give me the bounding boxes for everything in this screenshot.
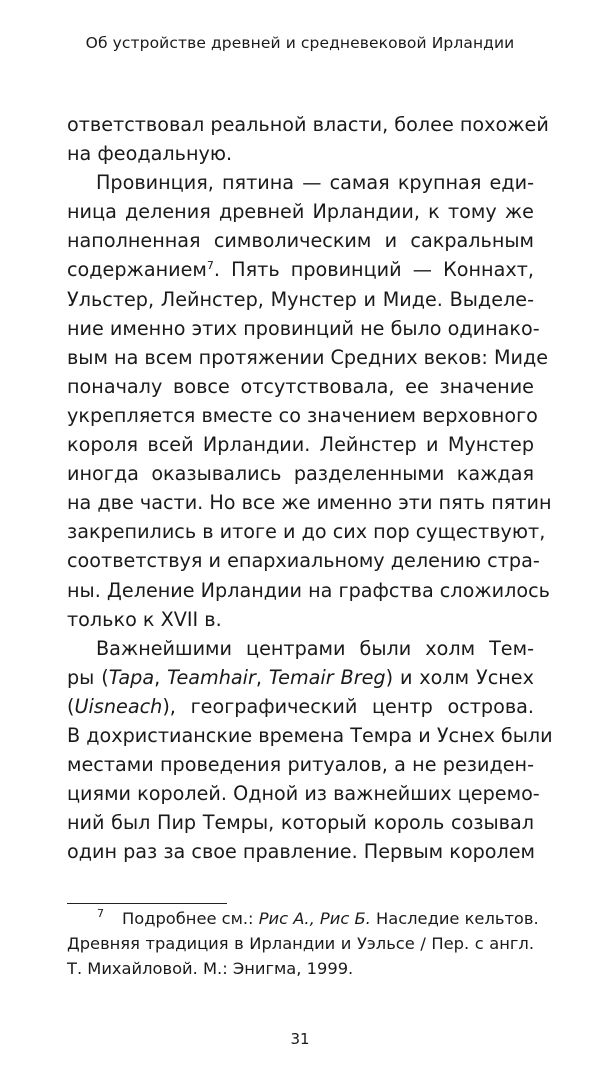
italic-text: Рис А., Рис Б.	[258, 909, 371, 928]
text-line	[67, 634, 534, 663]
text-segment: ответствовал реальной власти, более похожей	[67, 113, 549, 136]
italic-text: Teamhair	[167, 665, 256, 689]
text-line	[67, 168, 534, 197]
text-segment: В дохристианские времена Темра и Уснех были	[67, 723, 553, 747]
text-segment: укрепляется вместе со значением верховного	[67, 403, 538, 427]
text-segment: циями королей. Одной из важнейших церемо-	[67, 782, 540, 806]
text-line	[67, 488, 552, 517]
text-segment: ние именно этих провинций не было одинако-	[67, 316, 540, 340]
text-line	[67, 692, 534, 721]
text-segment: Наследие кельтов.	[370, 909, 539, 928]
footnote-divider	[67, 903, 227, 904]
text-segment: ний был Пир Темры, который король созывал	[67, 811, 534, 835]
text-segment: (	[67, 694, 75, 718]
text-segment: закрепились в итоге и до сих пор существуют,	[67, 520, 546, 544]
text-segment: ), географический центр острова.	[162, 694, 534, 718]
text-segment: на две части. Но все же именно эти пять пятин	[67, 491, 552, 515]
text-line	[67, 605, 534, 634]
text-segment: Т. Михайловой. М.: Энигма, 1999.	[67, 959, 354, 978]
text-line	[67, 663, 534, 692]
page-number: 31	[290, 1030, 310, 1048]
text-segment: ,	[255, 665, 269, 689]
text-line	[67, 226, 534, 255]
text-segment: на феодальную.	[67, 142, 233, 166]
text-line	[67, 459, 534, 488]
footnote	[67, 906, 539, 981]
text-segment: . Пять провинций — Коннахт,	[213, 258, 534, 282]
text-segment: Ульстер, Лейнстер, Мунстер и Миде. Выделе-	[67, 287, 534, 311]
text-line	[67, 546, 540, 575]
text-segment: местами проведения ритуалов, а не резиден-	[67, 753, 534, 777]
text-line	[67, 808, 534, 837]
italic-text: Temair Breg	[268, 665, 386, 689]
text-segment: ны. Деление Ирландии на графства сложилось	[67, 578, 550, 602]
text-line	[67, 430, 534, 459]
italic-text: Uisneach	[74, 694, 163, 718]
text-segment: один раз за свое правление. Первым королем	[67, 840, 536, 864]
text-line	[67, 576, 550, 605]
text-line	[67, 401, 538, 430]
text-segment: ,	[154, 665, 168, 689]
text-line	[67, 343, 549, 372]
text-line	[67, 750, 534, 779]
text-line	[67, 314, 540, 343]
text-line	[67, 779, 540, 808]
text-segment: только к XVII в.	[67, 607, 222, 631]
text-line	[67, 837, 534, 866]
running-head: Об устройстве древней и средневековой Ирландии	[85, 34, 515, 52]
text-segment: ры (	[67, 665, 109, 689]
italic-text: Tapa	[108, 665, 155, 689]
text-segment: соответствуя и епархиальному делению стра-	[67, 549, 540, 573]
footnote-line	[67, 956, 534, 981]
footnote-line	[67, 931, 534, 956]
text-segment: поначалу вовсе отсутствовала, ее значение	[67, 374, 534, 398]
body-text	[67, 110, 553, 866]
text-segment: Древняя традиция в Ирландии и Уэльсе / Пер. с англ.	[67, 934, 534, 953]
text-line	[67, 197, 534, 226]
text-segment: содержанием	[67, 258, 207, 282]
text-line	[67, 110, 549, 139]
text-segment: Провинция, пятина — самая крупная еди-	[96, 171, 534, 195]
text-line	[67, 285, 534, 314]
footnote-line	[67, 906, 539, 931]
text-line	[67, 139, 534, 168]
text-line	[67, 372, 534, 401]
text-line	[67, 721, 553, 750]
footnote-marker: 7	[97, 907, 104, 920]
text-segment: наполненная символическим и сакральным	[67, 229, 534, 253]
text-segment: Важнейшими центрами были холм Тем-	[96, 636, 534, 660]
footnote-reference[interactable]: 7	[206, 259, 214, 273]
text-segment: иногда оказывались разделенными каждая	[67, 462, 534, 486]
text-segment: Подробнее см.:	[122, 909, 259, 928]
text-line	[67, 517, 546, 546]
text-segment: ница деления древней Ирландии, к тому же	[67, 200, 534, 224]
text-line	[67, 255, 534, 284]
text-segment: вым на всем протяжении Средних веков: Миде	[67, 345, 549, 369]
text-segment: ) и холм Уснех	[385, 665, 534, 689]
text-segment: короля всей Ирландии. Лейнстер и Мунстер	[67, 433, 534, 457]
